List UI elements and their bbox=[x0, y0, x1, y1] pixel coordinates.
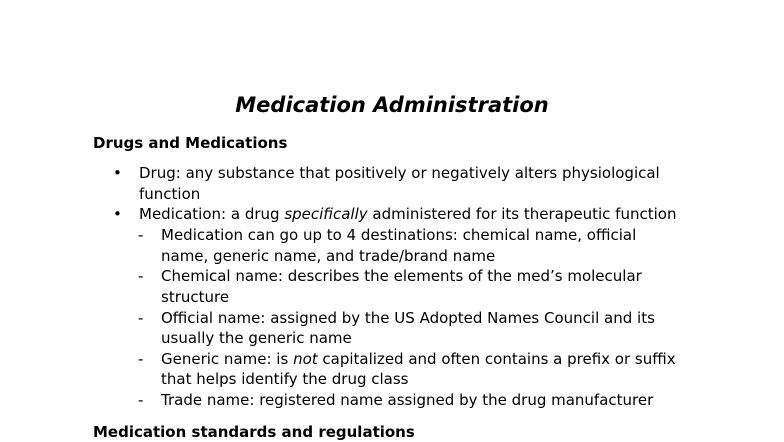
dash-marker: - bbox=[138, 391, 144, 409]
dash-marker: - bbox=[138, 226, 144, 244]
sub-generic-name-line2: that helps identify the drug class bbox=[161, 370, 409, 388]
dash-marker: - bbox=[138, 350, 144, 368]
dash-marker: - bbox=[138, 267, 144, 285]
section-heading-medication-standards: Medication standards and regulations bbox=[93, 423, 415, 441]
emphasis-specifically: specifically bbox=[284, 205, 368, 223]
page-title: Medication Administration bbox=[235, 93, 549, 117]
bullet-medication-text-start: Medication: a drug bbox=[139, 205, 285, 223]
section-heading-drugs-and-medications: Drugs and Medications bbox=[93, 134, 288, 152]
sub-destinations-line1: Medication can go up to 4 destinations: chemical name, official bbox=[161, 226, 637, 244]
sub-chemical-name-line2: structure bbox=[161, 288, 230, 306]
sub-official-name-line1: Official name: assigned by the US Adopted Names Council and its bbox=[161, 309, 655, 327]
sub-official-name-line2: usually the generic name bbox=[161, 329, 352, 347]
emphasis-not: not bbox=[293, 350, 318, 368]
sub-generic-name-text-start: Generic name: is bbox=[161, 350, 294, 368]
sub-destinations-line2: name, generic name, and trade/brand name bbox=[161, 247, 496, 265]
bullet-drug-line2: function bbox=[139, 185, 201, 203]
sub-generic-name-text-end: capitalized and often contains a prefix or suffix bbox=[317, 350, 676, 368]
sub-generic-name-line1 bbox=[161, 349, 676, 369]
bullet-medication bbox=[139, 204, 676, 224]
dash-marker: - bbox=[138, 309, 144, 327]
bullet-marker: • bbox=[113, 205, 122, 223]
sub-trade-name: Trade name: registered name assigned by the drug manufacturer bbox=[161, 391, 654, 409]
bullet-marker: • bbox=[113, 164, 122, 182]
bullet-medication-text-end: administered for its therapeutic function bbox=[367, 205, 677, 223]
sub-chemical-name-line1: Chemical name: describes the elements of the med’s molecular bbox=[161, 267, 642, 285]
bullet-drug-line1: Drug: any substance that positively or negatively alters physiological bbox=[139, 164, 660, 182]
